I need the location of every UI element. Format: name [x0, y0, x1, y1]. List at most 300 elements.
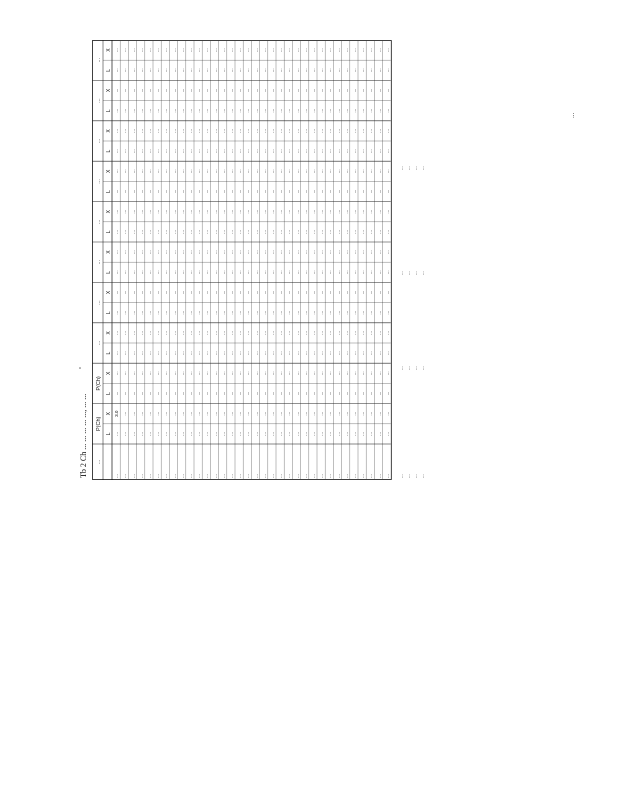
group-header: P(Ch)	[96, 416, 102, 431]
table-cell: ...	[376, 310, 382, 315]
scan-speck	[78, 366, 82, 370]
table-cell: ...	[122, 108, 128, 113]
table-cell: ...	[163, 330, 169, 335]
rotated-table-block	[78, 40, 462, 480]
table-cell: ...	[360, 351, 365, 356]
table-cell: ...	[171, 330, 177, 335]
row-label: ...	[262, 474, 268, 478]
table-cell: ...	[360, 391, 365, 396]
row-label: ...	[238, 474, 243, 478]
table-cell: ...	[114, 128, 119, 133]
table-cell: ...	[237, 48, 242, 53]
subheader: L	[106, 68, 112, 72]
table-cell: ...	[335, 330, 341, 335]
table-cell: ...	[253, 169, 259, 174]
row-label: ...	[139, 474, 145, 478]
footnote-text: ...	[419, 366, 425, 370]
footnote-text: ...	[398, 271, 404, 275]
row-label: ...	[270, 474, 276, 478]
table-cell: ...	[351, 169, 357, 174]
table-cell: ...	[368, 391, 374, 396]
table-cell: ...	[335, 88, 341, 93]
table-cell: ...	[146, 310, 152, 315]
table-cell: ...	[146, 391, 152, 396]
table-cell: ...	[302, 351, 308, 356]
table-cell: ...	[179, 270, 185, 275]
table-cell: ...	[319, 270, 324, 275]
table-cell: ...	[269, 209, 275, 214]
table-cell: ...	[138, 250, 144, 255]
table-cell: ...	[384, 391, 390, 396]
table-cell: ...	[228, 189, 234, 194]
table-cell: ...	[237, 68, 242, 73]
table-cell: ...	[179, 330, 185, 335]
table-cell: ...	[335, 108, 341, 113]
table-cell: ...	[155, 391, 160, 396]
subheader: X	[106, 331, 112, 335]
table-cell: ...	[114, 68, 119, 73]
table-cell: ...	[269, 68, 275, 73]
table-cell: ...	[360, 169, 365, 174]
table-cell: ...	[302, 88, 308, 93]
table-cell: ...	[327, 290, 333, 295]
signature-text: ...	[568, 112, 576, 118]
subheader: X	[106, 412, 112, 416]
table-cell: ...	[310, 209, 316, 214]
table-cell: ...	[204, 169, 210, 174]
table-cell: ...	[163, 209, 169, 214]
table-cell: ...	[294, 128, 300, 133]
subheader: X	[106, 371, 112, 375]
table-cell: ...	[376, 371, 382, 376]
table-cell: ...	[196, 189, 201, 194]
table-cell: ...	[261, 250, 267, 255]
table-cell: ...	[286, 229, 292, 234]
table-cell: ...	[228, 310, 234, 315]
table-cell: ...	[204, 351, 210, 356]
table-cell: ...	[237, 431, 242, 436]
row-label: ...	[369, 474, 375, 478]
table-cell: ...	[146, 270, 152, 275]
table-cell: ...	[368, 229, 374, 234]
table-cell: ...	[130, 431, 136, 436]
table-cell: ...	[146, 431, 152, 436]
table-cell: ...	[163, 351, 169, 356]
table-cell: ...	[163, 250, 169, 255]
table-cell: ...	[130, 371, 136, 376]
table-cell: ...	[261, 229, 267, 234]
row-label: ...	[205, 474, 211, 478]
table-cell: ...	[368, 290, 374, 295]
table-cell: ...	[294, 250, 300, 255]
table-cell: ...	[269, 128, 275, 133]
table-cell: ...	[376, 391, 382, 396]
table-cell: ...	[138, 431, 144, 436]
table-cell: ...	[261, 270, 267, 275]
table-cell: ...	[368, 371, 374, 376]
table-cell: ...	[245, 330, 251, 335]
table-cell: ...	[196, 431, 201, 436]
row-label: ...	[287, 474, 293, 478]
table-cell: ...	[146, 371, 152, 376]
table-cell: ...	[146, 149, 152, 154]
table-cell: ...	[114, 391, 119, 396]
table-cell: ...	[130, 189, 136, 194]
footnote-text: ...	[412, 366, 418, 370]
table-cell: ...	[130, 250, 136, 255]
footnote-text: ...	[398, 366, 404, 370]
table-cell: ...	[179, 169, 185, 174]
table-cell: ...	[212, 351, 218, 356]
table-cell: ...	[310, 149, 316, 154]
footnote-text: ...	[405, 366, 411, 370]
table-cell: ...	[269, 250, 275, 255]
table-cell: ...	[327, 169, 333, 174]
table-cell: ...	[220, 108, 226, 113]
row-label: ...	[254, 474, 260, 478]
table-cell: ...	[319, 431, 324, 436]
table-cell: ...	[310, 189, 316, 194]
table-cell: ...	[122, 128, 128, 133]
subheader: L	[106, 230, 112, 234]
table-cell: ...	[187, 351, 193, 356]
table-cell: ...	[286, 149, 292, 154]
table-cell: ...	[294, 270, 300, 275]
table-cell: ...	[130, 108, 136, 113]
table-cell: ...	[130, 290, 136, 295]
table-cell: ...	[196, 108, 201, 113]
table-cell: ...	[228, 371, 234, 376]
table-cell: ...	[253, 229, 259, 234]
table-cell: ...	[376, 108, 382, 113]
table-cell: ...	[138, 351, 144, 356]
table-cell: ...	[384, 250, 390, 255]
row-label: ...	[156, 474, 161, 478]
table-cell: ...	[360, 411, 365, 416]
table-cell: ...	[294, 431, 300, 436]
table-cell: ...	[130, 68, 136, 73]
table-cell: ...	[319, 310, 324, 315]
table-cell: ...	[261, 209, 267, 214]
table-cell: ...	[155, 431, 160, 436]
table-cell: ...	[228, 411, 234, 416]
table-cell: ...	[187, 330, 193, 335]
table-cell: ...	[343, 290, 349, 295]
table-cell: ...	[220, 149, 226, 154]
table-cell: ...	[368, 351, 374, 356]
table-cell: ...	[261, 290, 267, 295]
table-cell: ...	[368, 270, 374, 275]
table-cell: ...	[253, 431, 259, 436]
table-cell: ...	[269, 88, 275, 93]
table-cell: ...	[253, 351, 259, 356]
table-cell: ...	[212, 209, 218, 214]
table-cell: ...	[187, 48, 193, 53]
table-cell: ...	[237, 108, 242, 113]
table-cell: ...	[253, 149, 259, 154]
table-cell: ...	[310, 391, 316, 396]
table-cell: ...	[261, 108, 267, 113]
table-cell: ...	[220, 250, 226, 255]
table-cell: ...	[335, 229, 341, 234]
table-cell: ...	[179, 391, 185, 396]
table-cell: ...	[351, 250, 357, 255]
table-cell: ...	[261, 310, 267, 315]
table-cell: ...	[130, 330, 136, 335]
table-cell: ...	[310, 48, 316, 53]
table-cell: ...	[228, 270, 234, 275]
table-cell: ...	[294, 189, 300, 194]
table-cell: ...	[179, 149, 185, 154]
table-cell: ...	[319, 371, 324, 376]
table-cell: ...	[302, 108, 308, 113]
table-cell: ...	[130, 310, 136, 315]
table-cell: ...	[286, 270, 292, 275]
table-cell: ...	[294, 149, 300, 154]
table-cell: ...	[302, 330, 308, 335]
table-cell: ...	[343, 68, 349, 73]
table-cell: ...	[294, 88, 300, 93]
table-cell: ...	[351, 149, 357, 154]
table-cell: ...	[196, 209, 201, 214]
table-cell: ...	[245, 411, 251, 416]
table-cell: ...	[253, 189, 259, 194]
table-cell: ...	[245, 88, 251, 93]
table-cell: ...	[146, 48, 152, 53]
table-cell: ...	[294, 411, 300, 416]
row-label: ...	[213, 474, 219, 478]
table-cell: ...	[335, 431, 341, 436]
table-cell: ...	[335, 209, 341, 214]
table-cell: ...	[130, 351, 136, 356]
table-cell: ...	[163, 108, 169, 113]
table-cell: ...	[179, 250, 185, 255]
table-cell: ...	[237, 209, 242, 214]
table-cell: ...	[212, 68, 218, 73]
table-cell: ...	[155, 169, 160, 174]
table-cell: ...	[187, 371, 193, 376]
table-cell: ...	[138, 189, 144, 194]
table-cell: ...	[204, 229, 210, 234]
table-cell: ...	[278, 391, 283, 396]
table-cell: ...	[368, 411, 374, 416]
table-cell: ...	[327, 229, 333, 234]
table-cell: ...	[327, 88, 333, 93]
table-cell: ...	[204, 330, 210, 335]
footnote-text: ...	[412, 271, 418, 275]
data-table	[92, 40, 462, 480]
table-cell: ...	[376, 149, 382, 154]
table-cell: ...	[163, 48, 169, 53]
table-cell: ...	[286, 351, 292, 356]
table-cell: ...	[269, 189, 275, 194]
table-cell: ...	[122, 330, 128, 335]
table-cell: ...	[327, 391, 333, 396]
table-cell: ...	[376, 270, 382, 275]
table-cell: ...	[335, 68, 341, 73]
table-cell: ...	[253, 68, 259, 73]
table-cell: ...	[278, 310, 283, 315]
table-cell: ...	[335, 128, 341, 133]
table-cell: ...	[187, 209, 193, 214]
group-header: ...	[96, 57, 102, 63]
table-cell: ...	[343, 330, 349, 335]
group-header: ...	[96, 219, 102, 225]
table-cell: ...	[122, 411, 128, 416]
table-cell: ...	[360, 229, 365, 234]
table-cell: ...	[286, 189, 292, 194]
table-cell: ...	[245, 68, 251, 73]
table-cell: ...	[253, 209, 259, 214]
table-cell: ...	[376, 88, 382, 93]
table-cell: ...	[245, 290, 251, 295]
table-cell: ...	[163, 431, 169, 436]
table-cell: ...	[269, 310, 275, 315]
table-cell: ...	[114, 108, 119, 113]
table-cell: ...	[228, 169, 234, 174]
table-cell: ...	[368, 330, 374, 335]
table-cell: ...	[146, 189, 152, 194]
table-cell: ...	[130, 149, 136, 154]
table-cell: ...	[335, 290, 341, 295]
table-cell: ...	[327, 270, 333, 275]
table-cell: ...	[376, 229, 382, 234]
table-cell: ...	[196, 391, 201, 396]
footnote-text: ...	[398, 474, 404, 478]
table-cell: ...	[384, 48, 390, 53]
table-cell: ...	[360, 68, 365, 73]
table-cell: ...	[261, 189, 267, 194]
table-cell: ...	[327, 209, 333, 214]
table-cell: ...	[261, 88, 267, 93]
table-cell: ...	[302, 169, 308, 174]
table-cell: ...	[245, 128, 251, 133]
table-cell: ...	[368, 169, 374, 174]
table-cell: ...	[204, 209, 210, 214]
table-cell: ...	[138, 108, 144, 113]
table-cell: ...	[310, 68, 316, 73]
table-cell: ...	[286, 371, 292, 376]
table-cell: ...	[376, 431, 382, 436]
table-cell: ...	[368, 128, 374, 133]
table-cell: ...	[286, 250, 292, 255]
table-cell: ...	[228, 330, 234, 335]
table-cell: ...	[335, 310, 341, 315]
table-cell: ...	[269, 229, 275, 234]
table-cell: ...	[146, 128, 152, 133]
table-cell: ...	[187, 250, 193, 255]
table-cell: ...	[228, 229, 234, 234]
table-cell: ...	[212, 149, 218, 154]
table-cell: ...	[253, 108, 259, 113]
footnote-text: ...	[398, 166, 404, 170]
table-cell: ...	[212, 88, 218, 93]
table-cell: ...	[187, 128, 193, 133]
table-cell: ...	[130, 128, 136, 133]
table-cell: ...	[171, 169, 177, 174]
table-cell: ...	[204, 371, 210, 376]
table-cell: ...	[351, 330, 357, 335]
table-cell: ...	[327, 330, 333, 335]
table-cell: ...	[278, 330, 283, 335]
table-cell: ...	[196, 68, 201, 73]
table-cell: ...	[335, 250, 341, 255]
table-cell: ...	[302, 391, 308, 396]
table-cell: ...	[171, 108, 177, 113]
table-cell: ...	[220, 229, 226, 234]
table-cell: ...	[319, 149, 324, 154]
table-cell: ...	[130, 229, 136, 234]
footnote-text: ...	[419, 271, 425, 275]
table-cell: ...	[122, 290, 128, 295]
table-cell: ...	[376, 68, 382, 73]
table-cell: ...	[310, 250, 316, 255]
table-cell: ...	[179, 371, 185, 376]
table-cell: ...	[196, 128, 201, 133]
table-cell: ...	[220, 290, 226, 295]
table-cell: ...	[335, 48, 341, 53]
table-cell: ...	[114, 209, 119, 214]
table-cell: ...	[245, 209, 251, 214]
table-cell: ...	[171, 310, 177, 315]
table-cell: ...	[114, 290, 119, 295]
table-cell: ...	[237, 128, 242, 133]
table-cell: ...	[319, 229, 324, 234]
table-cell: ...	[114, 371, 119, 376]
table-cell: ...	[155, 48, 160, 53]
table-cell: ...	[319, 391, 324, 396]
table-cell: ...	[319, 189, 324, 194]
table-cell: ...	[138, 88, 144, 93]
table-cell: ...	[294, 310, 300, 315]
table-cell: ...	[376, 290, 382, 295]
table-cell: ...	[278, 351, 283, 356]
table-cell: ...	[237, 169, 242, 174]
table-cell: ...	[319, 169, 324, 174]
table-cell: ...	[261, 351, 267, 356]
table-cell: ...	[294, 169, 300, 174]
table-cell: ...	[220, 310, 226, 315]
table-cell: ...	[245, 391, 251, 396]
table-cell: ...	[310, 351, 316, 356]
table-cell: ...	[130, 88, 136, 93]
table-cell: ...	[343, 310, 349, 315]
table-cell: ...	[237, 189, 242, 194]
table-cell: ...	[171, 270, 177, 275]
table-cell: ...	[294, 68, 300, 73]
table-cell: ...	[196, 270, 201, 275]
table-cell: ...	[351, 351, 357, 356]
table-cell: ...	[351, 68, 357, 73]
table-cell: ...	[294, 330, 300, 335]
table-cell: ...	[179, 209, 185, 214]
table-cell: ...	[286, 169, 292, 174]
table-cell: ...	[319, 330, 324, 335]
table-cell: ...	[138, 290, 144, 295]
subheader: L	[106, 109, 112, 113]
table-cell: ...	[278, 270, 283, 275]
table-cell: ...	[310, 169, 316, 174]
table-cell: ...	[245, 270, 251, 275]
table-cell: ...	[228, 431, 234, 436]
table-cell: ...	[228, 68, 234, 73]
table-cell: ...	[286, 108, 292, 113]
table-cell: ...	[122, 48, 128, 53]
table-cell: ...	[302, 371, 308, 376]
table-cell: ...	[245, 431, 251, 436]
table-cell: ...	[130, 411, 136, 416]
table-cell: ...	[294, 209, 300, 214]
